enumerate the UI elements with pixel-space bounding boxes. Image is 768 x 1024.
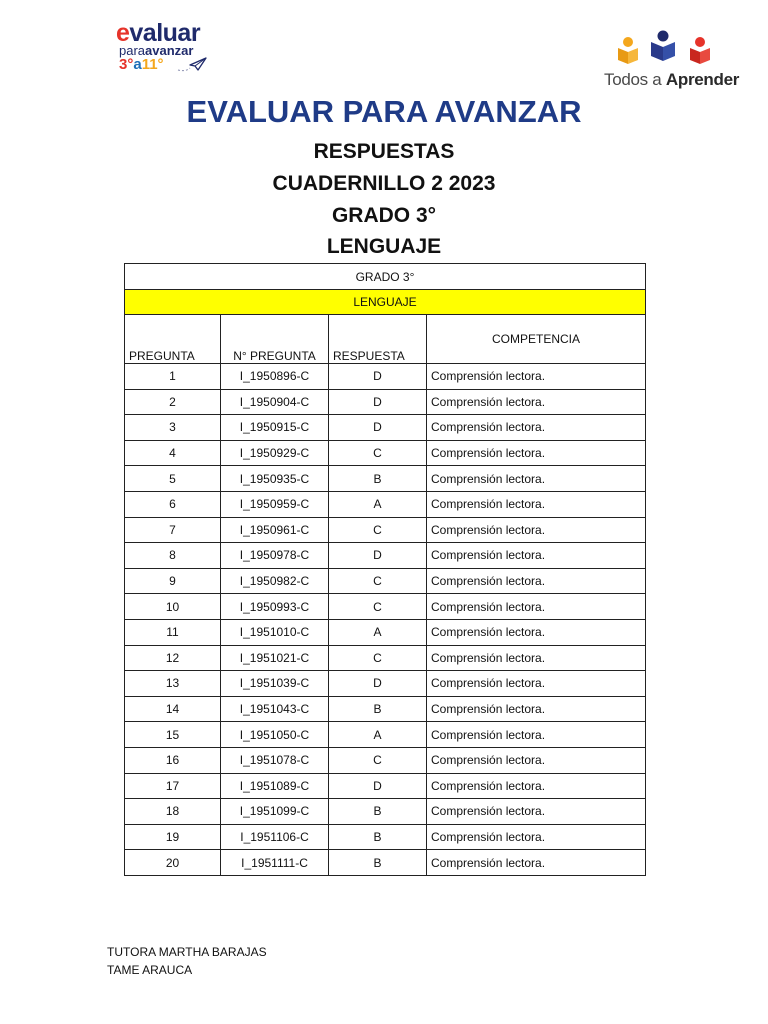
cell-respuesta: D bbox=[329, 773, 427, 799]
cell-respuesta: D bbox=[329, 415, 427, 441]
column-header-n-pregunta: N° PREGUNTA bbox=[221, 315, 329, 364]
table-row bbox=[125, 466, 646, 492]
cell-n-pregunta: I_1951039-C bbox=[221, 671, 329, 697]
cell-pregunta: 6 bbox=[125, 491, 221, 517]
cell-pregunta: 17 bbox=[125, 773, 221, 799]
cell-pregunta: 10 bbox=[125, 594, 221, 620]
cell-n-pregunta: I_1950993-C bbox=[221, 594, 329, 620]
cell-competencia: Comprensión lectora. bbox=[427, 415, 646, 441]
cell-pregunta: 12 bbox=[125, 645, 221, 671]
cell-competencia: Comprensión lectora. bbox=[427, 722, 646, 748]
cell-competencia: Comprensión lectora. bbox=[427, 799, 646, 825]
cell-competencia: Comprensión lectora. bbox=[427, 364, 646, 390]
cell-respuesta: C bbox=[329, 517, 427, 543]
page-title: EVALUAR PARA AVANZAR bbox=[186, 94, 582, 129]
cell-competencia: Comprensión lectora. bbox=[427, 850, 646, 876]
cell-pregunta: 15 bbox=[125, 722, 221, 748]
table-row bbox=[125, 389, 646, 415]
cell-n-pregunta: I_1951089-C bbox=[221, 773, 329, 799]
table-row bbox=[125, 594, 646, 620]
table-row bbox=[125, 850, 646, 876]
table-body bbox=[125, 364, 646, 876]
cell-respuesta: C bbox=[329, 645, 427, 671]
cell-competencia: Comprensión lectora. bbox=[427, 671, 646, 697]
cell-competencia: Comprensión lectora. bbox=[427, 543, 646, 569]
logo-left-line1: evaluar bbox=[116, 19, 201, 47]
cell-respuesta: B bbox=[329, 466, 427, 492]
table-row bbox=[125, 517, 646, 543]
cell-pregunta: 7 bbox=[125, 517, 221, 543]
cell-pregunta: 4 bbox=[125, 440, 221, 466]
cell-competencia: Comprensión lectora. bbox=[427, 440, 646, 466]
table-row bbox=[125, 696, 646, 722]
table-grado-cell: GRADO 3° bbox=[125, 264, 646, 290]
subtitle-respuestas: RESPUESTAS bbox=[313, 140, 455, 163]
cell-n-pregunta: I_1950935-C bbox=[221, 466, 329, 492]
cell-competencia: Comprensión lectora. bbox=[427, 594, 646, 620]
cell-respuesta: C bbox=[329, 440, 427, 466]
cell-n-pregunta: I_1950904-C bbox=[221, 389, 329, 415]
cell-n-pregunta: I_1950929-C bbox=[221, 440, 329, 466]
cell-n-pregunta: I_1951050-C bbox=[221, 722, 329, 748]
cell-respuesta: D bbox=[329, 671, 427, 697]
table-row bbox=[125, 747, 646, 773]
paper-plane-icon bbox=[176, 56, 208, 74]
cell-pregunta: 1 bbox=[125, 364, 221, 390]
cell-n-pregunta: I_1950959-C bbox=[221, 491, 329, 517]
logo-left-line2: paraavanzar bbox=[119, 43, 194, 58]
cell-n-pregunta: I_1950961-C bbox=[221, 517, 329, 543]
table-grado-row bbox=[125, 264, 646, 290]
cell-n-pregunta: I_1951111-C bbox=[221, 850, 329, 876]
cell-respuesta: A bbox=[329, 619, 427, 645]
table-row bbox=[125, 671, 646, 697]
table-area-cell: LENGUAJE bbox=[125, 290, 646, 315]
footer-tutora: TUTORA MARTHA BARAJAS bbox=[107, 945, 267, 959]
cell-respuesta: C bbox=[329, 747, 427, 773]
todos-a-aprender-text: Todos a Aprender bbox=[604, 70, 740, 89]
table-row bbox=[125, 722, 646, 748]
cell-n-pregunta: I_1950915-C bbox=[221, 415, 329, 441]
subtitle-area: LENGUAJE bbox=[326, 235, 442, 258]
cell-respuesta: D bbox=[329, 543, 427, 569]
cell-pregunta: 9 bbox=[125, 568, 221, 594]
cell-pregunta: 14 bbox=[125, 696, 221, 722]
cell-pregunta: 18 bbox=[125, 799, 221, 825]
cell-competencia: Comprensión lectora. bbox=[427, 645, 646, 671]
table-row bbox=[125, 568, 646, 594]
column-header-competencia: COMPETENCIA bbox=[427, 315, 646, 364]
cell-competencia: Comprensión lectora. bbox=[427, 466, 646, 492]
colored-cubes-icon bbox=[614, 30, 718, 64]
cell-respuesta: D bbox=[329, 389, 427, 415]
table-row bbox=[125, 799, 646, 825]
cell-n-pregunta: I_1951106-C bbox=[221, 824, 329, 850]
cell-respuesta: B bbox=[329, 696, 427, 722]
cell-pregunta: 2 bbox=[125, 389, 221, 415]
cell-n-pregunta: I_1951021-C bbox=[221, 645, 329, 671]
table-row bbox=[125, 543, 646, 569]
evaluar-para-avanzar-logo bbox=[114, 20, 214, 80]
cell-competencia: Comprensión lectora. bbox=[427, 696, 646, 722]
table-header-row bbox=[125, 315, 646, 364]
cell-pregunta: 13 bbox=[125, 671, 221, 697]
cell-pregunta: 16 bbox=[125, 747, 221, 773]
cell-competencia: Comprensión lectora. bbox=[427, 824, 646, 850]
subtitle-grado: GRADO 3° bbox=[331, 204, 437, 227]
cell-respuesta: B bbox=[329, 824, 427, 850]
cell-respuesta: B bbox=[329, 850, 427, 876]
cell-n-pregunta: I_1951099-C bbox=[221, 799, 329, 825]
cell-n-pregunta: I_1950978-C bbox=[221, 543, 329, 569]
cell-respuesta: C bbox=[329, 594, 427, 620]
cell-competencia: Comprensión lectora. bbox=[427, 619, 646, 645]
column-header-respuesta: RESPUESTA bbox=[329, 315, 427, 364]
cell-pregunta: 3 bbox=[125, 415, 221, 441]
table-area-row bbox=[125, 290, 646, 315]
cell-pregunta: 8 bbox=[125, 543, 221, 569]
table-row bbox=[125, 773, 646, 799]
column-header-pregunta: PREGUNTA bbox=[125, 315, 221, 364]
cell-respuesta: C bbox=[329, 568, 427, 594]
table-row bbox=[125, 364, 646, 390]
cell-pregunta: 11 bbox=[125, 619, 221, 645]
cell-competencia: Comprensión lectora. bbox=[427, 517, 646, 543]
logo-left-line3: 3°a11° bbox=[119, 56, 164, 73]
cell-competencia: Comprensión lectora. bbox=[427, 747, 646, 773]
cell-pregunta: 19 bbox=[125, 824, 221, 850]
table-row bbox=[125, 440, 646, 466]
cell-competencia: Comprensión lectora. bbox=[427, 773, 646, 799]
cell-pregunta: 20 bbox=[125, 850, 221, 876]
cell-respuesta: A bbox=[329, 722, 427, 748]
cell-n-pregunta: I_1950982-C bbox=[221, 568, 329, 594]
table-row bbox=[125, 491, 646, 517]
cell-competencia: Comprensión lectora. bbox=[427, 389, 646, 415]
answers-table bbox=[124, 263, 646, 876]
cell-n-pregunta: I_1951043-C bbox=[221, 696, 329, 722]
table-row bbox=[125, 824, 646, 850]
footer-location: TAME ARAUCA bbox=[107, 963, 193, 977]
table-row bbox=[125, 415, 646, 441]
cell-respuesta: B bbox=[329, 799, 427, 825]
cell-competencia: Comprensión lectora. bbox=[427, 568, 646, 594]
table-row bbox=[125, 619, 646, 645]
cell-competencia: Comprensión lectora. bbox=[427, 491, 646, 517]
cell-pregunta: 5 bbox=[125, 466, 221, 492]
cell-respuesta: A bbox=[329, 491, 427, 517]
cell-n-pregunta: I_1951078-C bbox=[221, 747, 329, 773]
cell-respuesta: D bbox=[329, 364, 427, 390]
cell-n-pregunta: I_1951010-C bbox=[221, 619, 329, 645]
cell-n-pregunta: I_1950896-C bbox=[221, 364, 329, 390]
table-row bbox=[125, 645, 646, 671]
subtitle-cuadernillo: CUADERNILLO 2 2023 bbox=[272, 172, 496, 195]
todos-a-aprender-logo bbox=[600, 30, 740, 92]
